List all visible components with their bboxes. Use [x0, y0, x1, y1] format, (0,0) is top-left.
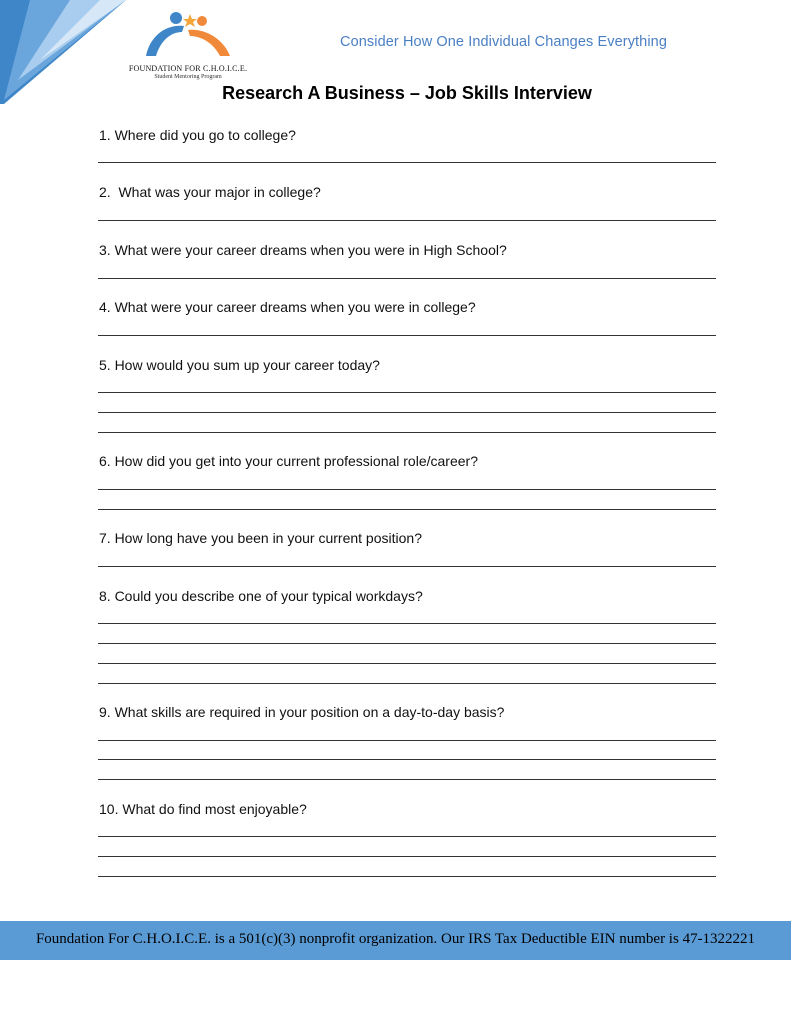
answer-line[interactable] [98, 836, 716, 837]
answer-line[interactable] [98, 432, 716, 433]
footer-text: Foundation For C.H.O.I.C.E. is a 501(c)(3) nonprofit organization. Our IRS Tax Deductible EIN number is 47-1322221 [35, 931, 756, 947]
footer-band [0, 921, 791, 960]
answer-line[interactable] [98, 566, 716, 567]
answer-line[interactable] [98, 623, 716, 624]
answer-line[interactable] [98, 663, 716, 664]
question-9: 9. What skills are required in your position on a day-to-day basis? [99, 704, 505, 720]
answer-line[interactable] [98, 412, 716, 413]
question-2: 2. What was your major in college? [99, 184, 321, 200]
tagline: Consider How One Individual Changes Everything [340, 34, 667, 50]
question-5: 5. How would you sum up your career today? [99, 357, 380, 373]
question-3: 3. What were your career dreams when you were in High School? [99, 242, 507, 258]
answer-line[interactable] [98, 643, 716, 644]
answer-line[interactable] [98, 876, 716, 877]
answer-line[interactable] [98, 162, 716, 163]
answer-line[interactable] [98, 683, 716, 684]
answer-line[interactable] [98, 278, 716, 279]
answer-line[interactable] [98, 220, 716, 221]
page-title: Research A Business – Job Skills Interview [222, 83, 592, 103]
question-6: 6. How did you get into your current professional role/career? [99, 453, 478, 469]
answer-line[interactable] [98, 856, 716, 857]
question-7: 7. How long have you been in your current position? [99, 530, 422, 546]
question-10: 10. What do find most enjoyable? [99, 801, 307, 817]
answer-line[interactable] [98, 335, 716, 336]
logo-name: FOUNDATION FOR C.H.O.I.C.E. [128, 64, 248, 73]
question-4: 4. What were your career dreams when you were in college? [99, 299, 476, 315]
answer-line[interactable] [98, 489, 716, 490]
answer-line[interactable] [98, 779, 716, 780]
logo-mark-icon [140, 10, 236, 60]
answer-line[interactable] [98, 392, 716, 393]
question-8: 8. Could you describe one of your typical workdays? [99, 588, 423, 604]
question-1: 1. Where did you go to college? [99, 127, 296, 143]
answer-line[interactable] [98, 759, 716, 760]
logo-subtitle: Student Mentoring Program [154, 74, 222, 80]
answer-line[interactable] [98, 509, 716, 510]
answer-line[interactable] [98, 740, 716, 741]
organization-logo [126, 10, 250, 82]
